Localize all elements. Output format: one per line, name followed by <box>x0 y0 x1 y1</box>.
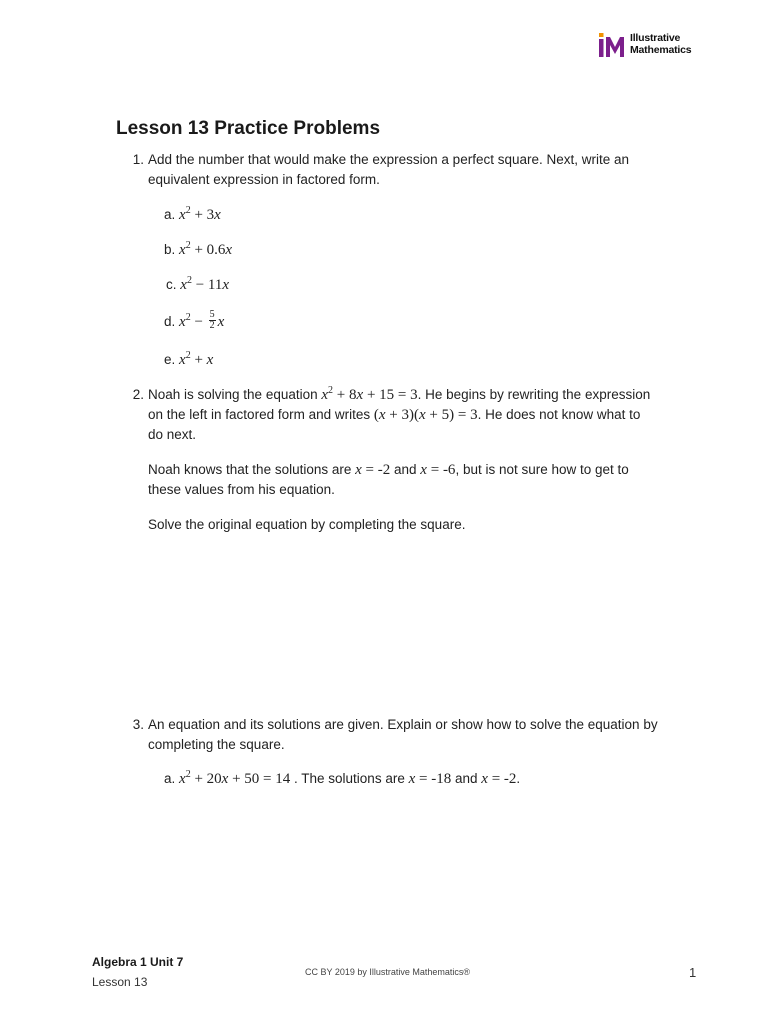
page-title: Lesson 13 Practice Problems <box>116 118 381 139</box>
text-segment: and <box>451 771 482 786</box>
problem-1-part-b <box>164 240 232 260</box>
equation-3a: $x^2 + 20x + 50 = 14$ <box>179 769 291 787</box>
illustrative-mathematics-logo <box>598 33 708 57</box>
problem-3-text-line-1: An equation and its solutions are given. Explain or show how to solve the equation by <box>148 717 658 732</box>
problem-1-number: 1. <box>132 152 144 167</box>
text-segment: and <box>390 462 421 477</box>
text-segment: . He begins by rewriting the expression <box>417 387 651 402</box>
problem-2-line-1 <box>148 385 650 405</box>
expression-a: $x^2 + 3x$ <box>179 205 221 223</box>
problem-2-paragraph-2 <box>148 460 629 480</box>
footer-license: CC BY 2019 by Illustrative Mathematics® <box>305 967 471 977</box>
solution-1: x = -18 <box>408 771 452 787</box>
solution-value: -2 <box>377 462 391 478</box>
part-label: d. <box>164 314 176 329</box>
problem-3-text-line-2: completing the square. <box>148 737 285 752</box>
problem-3-part-a <box>164 769 520 789</box>
problem-2-number: 2. <box>132 387 144 402</box>
logo-line-mathematics: Mathematics <box>630 43 692 56</box>
solution-2: x = -2 <box>481 771 517 787</box>
problem-1-text-line-2: equivalent expression in factored form. <box>148 172 380 187</box>
logo-line-illustrative: Illustrative <box>630 32 681 44</box>
text-segment: Noah knows that the solutions are <box>148 462 356 477</box>
problem-1-part-c <box>166 275 229 295</box>
problem-1-part-a <box>164 205 221 225</box>
solution-1: x = -2 <box>355 462 391 478</box>
problem-2-paragraph-3: Solve the original equation by completing the square. <box>148 517 466 532</box>
solution-value: -18 <box>431 771 452 787</box>
solution-value: -2 <box>503 771 517 787</box>
text-segment: Noah is solving the equation <box>148 387 322 402</box>
problem-1-text-line-1: Add the number that would make the expression a perfect square. Next, write an <box>148 152 630 167</box>
im-logo-icon <box>598 33 628 57</box>
equation-noah: $x^2 + 8x + 15 = 3$ <box>321 385 418 403</box>
problem-1-part-d <box>164 309 225 333</box>
text-segment: on the left in factored form and writes <box>148 407 374 422</box>
text-segment: . <box>516 771 521 786</box>
expression-d: $x^2$ − $\frac{5}{2}$ x <box>179 309 225 332</box>
part-label: c. <box>166 277 177 292</box>
problem-2-line-3: do next. <box>148 427 197 442</box>
expression-c: $x^2 - 11x$ <box>180 275 230 293</box>
page-number: 1 <box>689 965 697 980</box>
problem-3-number: 3. <box>132 717 144 732</box>
text-segment: . The solutions are <box>290 771 409 786</box>
part-label: b. <box>164 242 176 257</box>
footer-lesson: Lesson 13 <box>92 975 148 989</box>
solution-value: -6 <box>442 462 456 478</box>
part-label: a. <box>164 771 176 786</box>
part-label: a. <box>164 207 176 222</box>
problem-1-part-e <box>164 350 213 370</box>
text-segment: . He does not know what to <box>477 407 641 422</box>
expression-b: $x^2 + 0.6x$ <box>179 240 233 258</box>
solution-2: x = -6 <box>420 462 456 478</box>
text-segment: , but is not sure how to get to <box>455 462 629 477</box>
part-label: e. <box>164 352 176 367</box>
equation-factored: (x + 3)(x + 5) = 3 <box>373 407 478 423</box>
footer-unit: Algebra 1 Unit 7 <box>92 955 184 969</box>
problem-2-paragraph-2-line-2: these values from his equation. <box>148 482 335 497</box>
expression-e: $x^2 + x$ <box>179 350 214 368</box>
problem-2-line-2 <box>148 405 640 425</box>
